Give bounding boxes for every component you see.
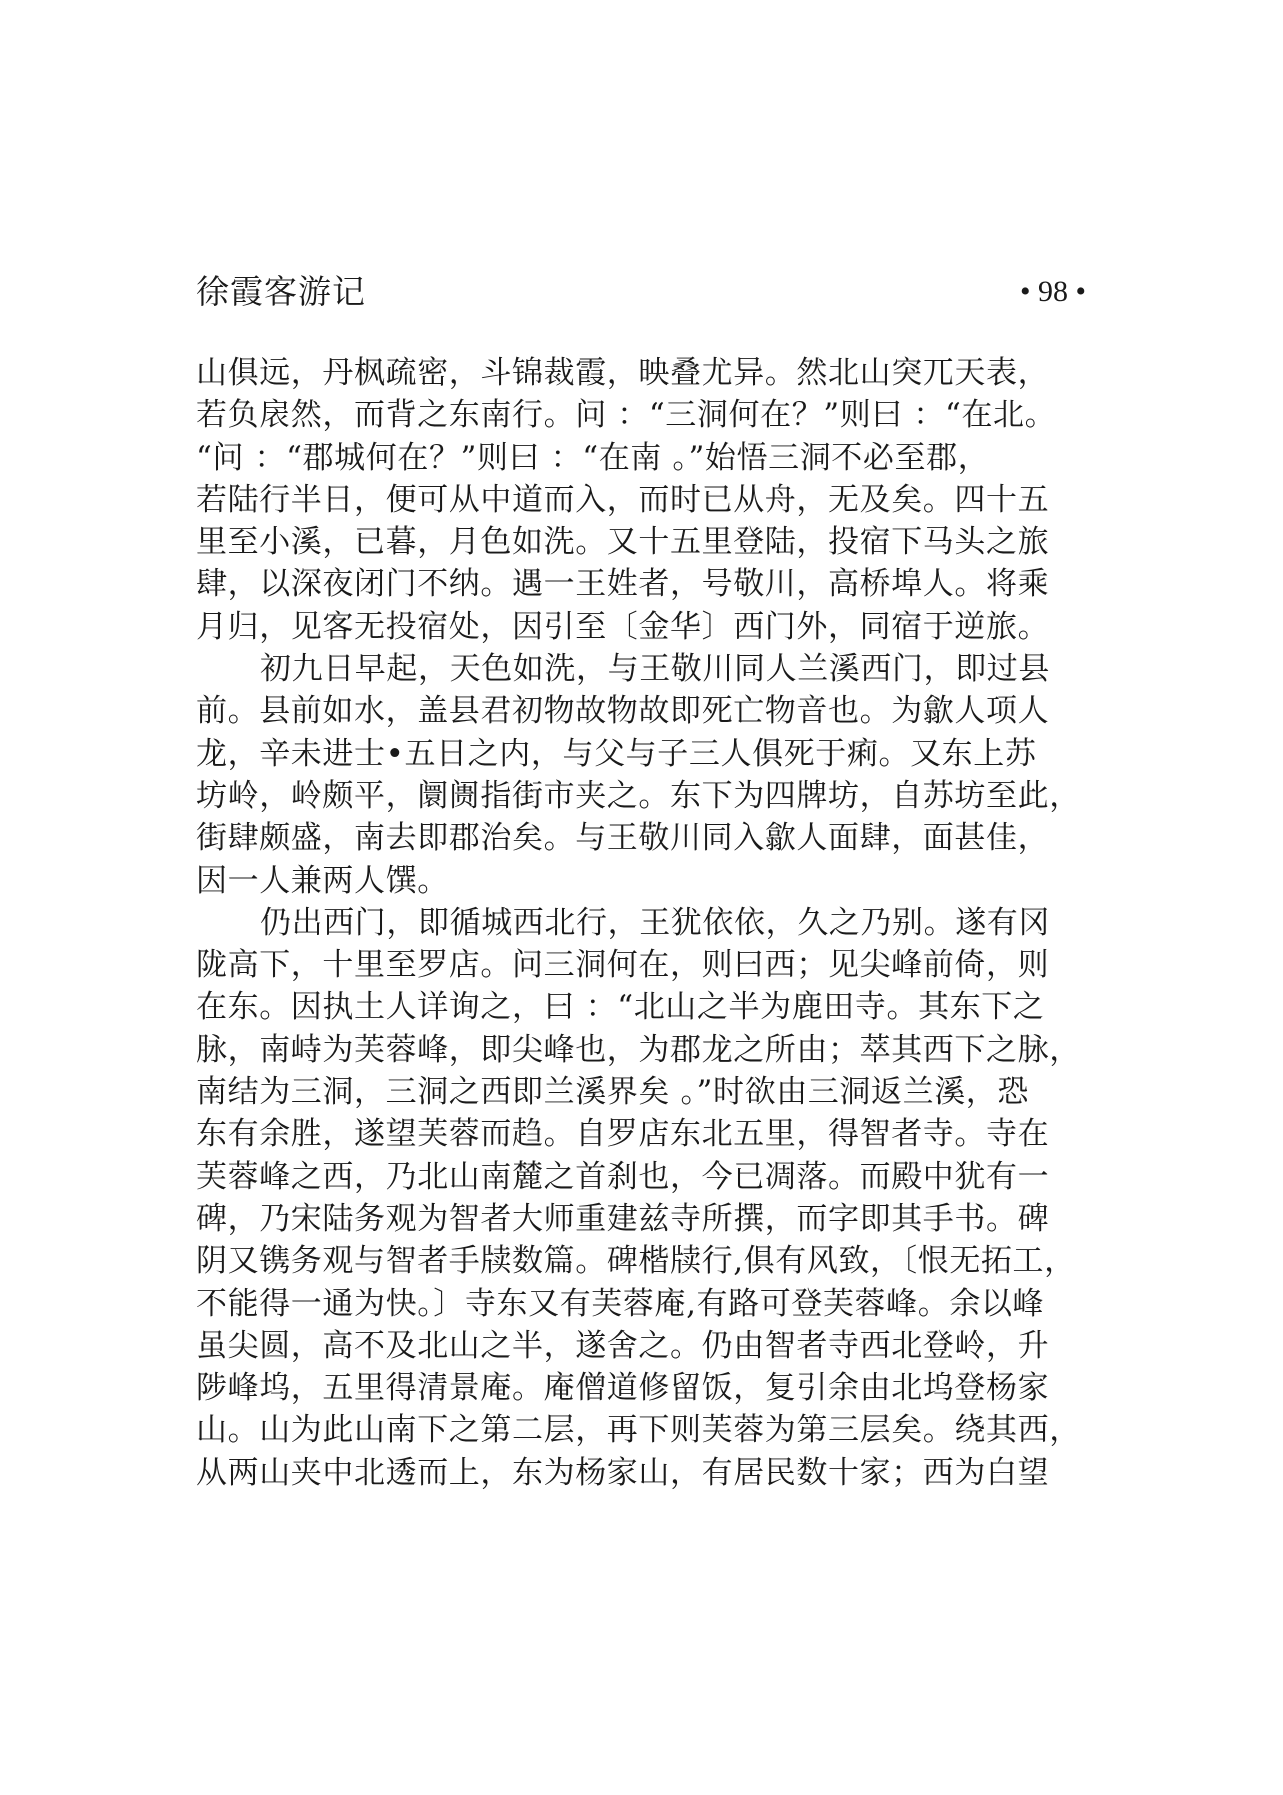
paragraph-start-line: 仍出西门，即循城西北行，王犹依依，久之乃别。遂有冈 <box>260 904 1050 941</box>
text-line: 若负扆然，而背之东南行。问 ：“三洞何在？”则曰 ：“在北。 <box>196 397 1057 434</box>
text-line: 从两山夹中北透而上，东为杨家山，有居民数十家；西为白望 <box>196 1454 1050 1491</box>
text-line: 山俱远，丹枫疏密，斗锦裁霞，映叠尤异。然北山突兀天表， <box>196 355 1050 391</box>
text-line: 里至小溪，已暮，月色如洗。又十五里登陆，投宿下马头之旅 <box>196 524 1050 561</box>
text-line: 山。山为此山南下之第二层，再下则芙蓉为第三层矣。绕其西， <box>196 1412 1081 1449</box>
text-line: 前。县前如水，盖县君初物故物故即死亡物音也。为歙人项人 <box>196 693 1050 730</box>
page-number: • 98 • <box>1019 275 1086 308</box>
text-line: 月归，见客无投宿处，因引至〔金华〕西门外，同宿于逆旅。 <box>196 608 1050 645</box>
text-line: 街肆颇盛，南去即郡治矣。与王敬川同入歙人面肆，面甚佳， <box>196 820 1050 857</box>
text-line: 陇高下，十里至罗店。问三洞何在，则曰西；见尖峰前倚，则 <box>196 947 1050 984</box>
text-line: 坊岭，岭颇平，阛阓指街市夹之。东下为四牌坊，自苏坊至此， <box>196 777 1081 814</box>
text-line: 碑，乃宋陆务观为智者大师重建兹寺所撰，而字即其手书。碑 <box>196 1200 1050 1237</box>
text-line: “问 ：“郡城何在？”则曰 ：“在南 。”始悟三洞不必至郡， <box>196 439 990 476</box>
text-line: 肆，以深夜闭门不纳。遇一王姓者，号敬川，高桥埠人。将乘 <box>196 566 1050 603</box>
text-line: 芙蓉峰之西，乃北山南麓之首刹也，今已凋落。而殿中犹有一 <box>196 1158 1050 1195</box>
text-line: 南结为三洞，三洞之西即兰溪界矣 。”时欲由三洞返兰溪，恐 <box>196 1074 1029 1111</box>
paragraph-start-line: 初九日早起，天色如洗，与王敬川同人兰溪西门，即过县 <box>260 651 1050 688</box>
text-line: 东有余胜，遂望芙蓉而趋。自罗店东北五里，得智者寺。寺在 <box>196 1116 1050 1153</box>
text-line: 在东。因执土人详询之，曰 ：“北山之半为鹿田寺。其东下之 <box>196 989 1045 1026</box>
text-line: 虽尖圆，高不及北山之半，遂舍之。仍由智者寺西北登岭，升 <box>196 1327 1050 1364</box>
text-line: 脉，南峙为芙蓉峰，即尖峰也，为郡龙之所由；萃其西下之脉， <box>196 1031 1081 1068</box>
body-text <box>196 352 1106 1494</box>
text-line: 陟峰坞，五里得清景庵。庵僧道修留饭，复引余由北坞登杨家 <box>196 1370 1050 1407</box>
text-line: 因一人兼两人馔。 <box>196 862 449 899</box>
text-line: 阴又镌务观与智者手牍数篇。碑楷牍行,俱有风致，〔恨无拓工， <box>196 1243 1076 1280</box>
text-line: 龙，辛未进士•五日之内，与父与子三人俱死于痢。又东上苏 <box>196 735 1037 772</box>
text-line: 不能得一通为快。〕寺东又有芙蓉庵,有路可登芙蓉峰。余以峰 <box>196 1285 1045 1322</box>
text-line: 若陆行半日，便可从中道而入，而时已从舟，无及矣。四十五 <box>196 481 1050 518</box>
running-header <box>196 268 1086 316</box>
book-title: 徐霞客游记 <box>196 272 366 311</box>
